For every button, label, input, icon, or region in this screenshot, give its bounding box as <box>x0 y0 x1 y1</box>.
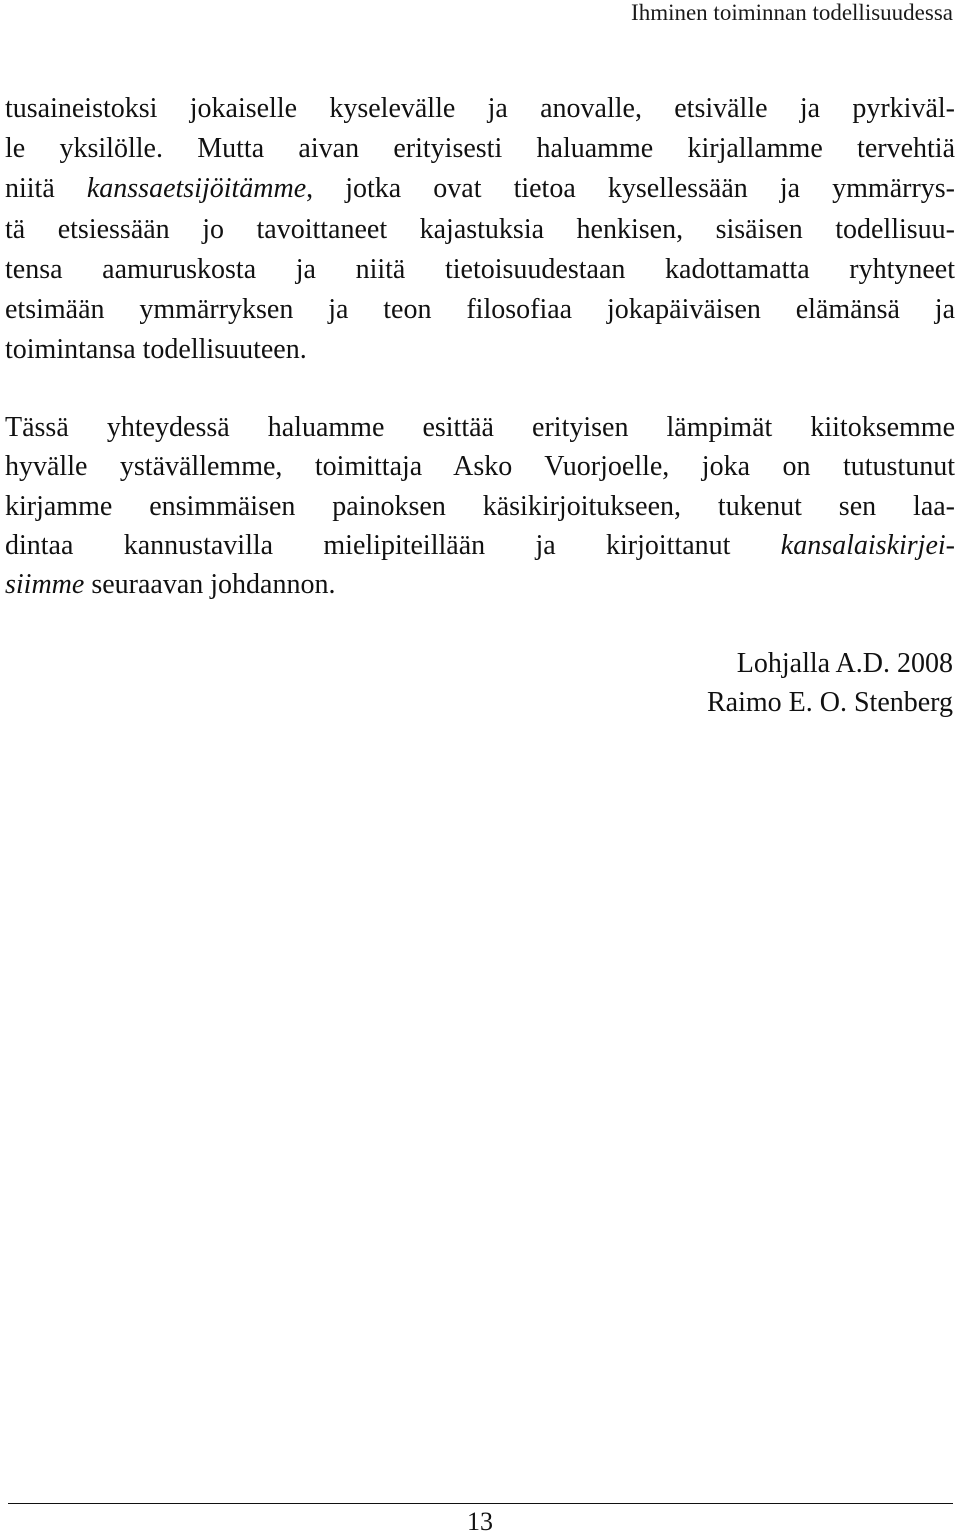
text-line: kirjamme ensimmäisen painoksen käsikirjoitukseen, tukenut sen laa- <box>5 491 955 522</box>
signature-author: Raimo E. O. Stenberg <box>706 687 953 718</box>
text-line <box>5 566 955 604</box>
text-line: etsimään ymmärryksen ja teon filosofiaa jokapäiväisen elämänsä ja <box>5 294 955 325</box>
text-line: toimintansa todellisuuteen. <box>5 334 307 365</box>
text-line: tusaineistoksi jokaiselle kyselevälle ja anovalle, etsivälle ja pyrkiväl- <box>5 93 955 124</box>
text-line: tä etsiessään jo tavoittaneet kajastuksia henkisen, sisäisen todellisuu- <box>5 214 955 245</box>
signature-place-date: Lohjalla A.D. 2008 <box>736 648 953 679</box>
text-line <box>5 527 955 565</box>
text-span: seuraavan johdannon. <box>84 569 336 600</box>
text-line: hyvälle ystävällemme, toimittaja Asko Vuorjoelle, joka on tutustunut <box>5 451 955 482</box>
text-line: Tässä yhteydessä haluamme esittää erityisen lämpimät kiitoksemme <box>5 412 955 443</box>
running-head: Ihminen toiminnan todellisuudessa <box>631 0 953 25</box>
text-span: dintaa kannustavilla mielipiteillään ja kirjoittanut <box>5 530 781 561</box>
emphasis: siimme <box>5 569 85 600</box>
text-line: tensa aamuruskosta ja niitä tietoisuudestaan kadottamatta ryhtyneet <box>5 254 955 285</box>
emphasis: kansalaiskirjei- <box>780 530 955 561</box>
text-line <box>5 170 955 208</box>
text-span: , jotka ovat tietoa kysellessään ja ymmärrys- <box>306 173 955 204</box>
emphasis: kanssaetsijöitämme <box>86 173 307 204</box>
text-span: niitä <box>5 173 87 204</box>
page-number: 13 <box>467 1507 493 1536</box>
text-line: le yksilölle. Mutta aivan erityisesti haluamme kirjallamme tervehtiä <box>5 133 955 164</box>
footer-rule <box>8 1503 953 1504</box>
